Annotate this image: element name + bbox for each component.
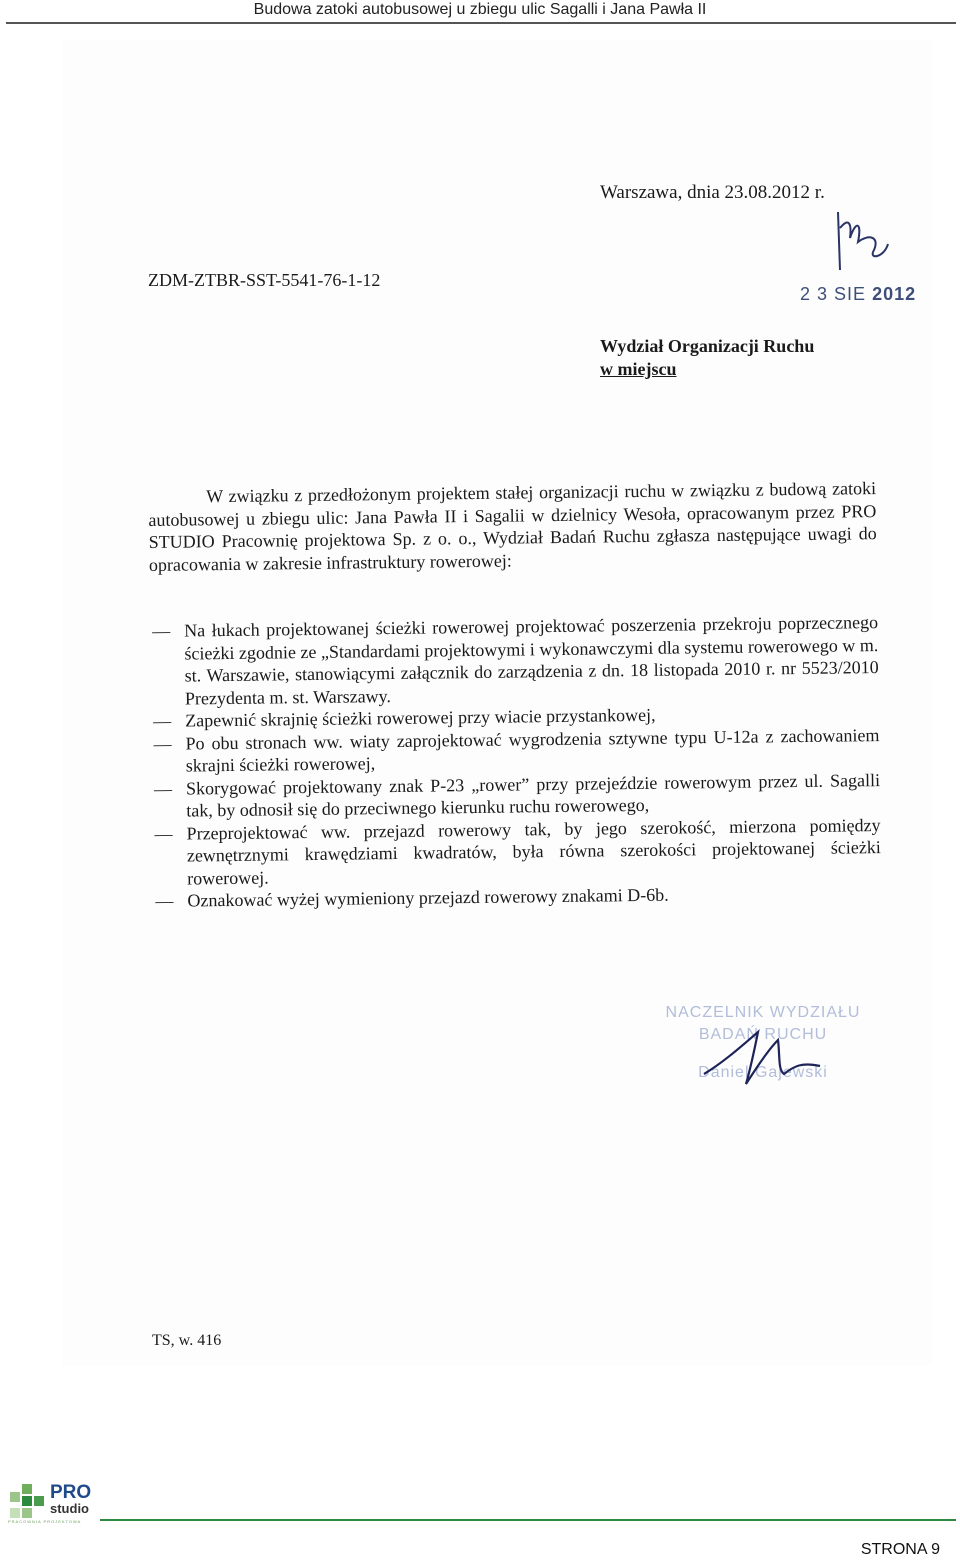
remark-item <box>150 814 881 890</box>
document-header-title: Budowa zatoki autobusowej u zbiegu ulic Sagalli i Jana Pawła II <box>253 1 707 18</box>
remark-dash: — <box>152 620 171 641</box>
footer-divider <box>100 1519 956 1521</box>
logo-pro-text: PRO <box>50 1482 92 1503</box>
recipient-block <box>600 335 814 381</box>
remark-text: Skorygować projektowany znak P-23 „rower” przy przejeździe rowerowym przez ul. Sagalli tak, by odnosił się do przeciwnego kierunku ruchu rowerowego, <box>185 769 881 821</box>
header-divider <box>6 22 956 24</box>
received-date-stamp <box>800 284 916 305</box>
remark-dash: — <box>153 733 172 754</box>
remark-text: Przeprojektować ww. przejazd rowerowy tak, by jego szerokość, mierzona pomiędzy zewnętrznymi krawędziami kwadratów, była równa szerokości projektowanej ścieżki rowerowej. <box>186 814 881 889</box>
remark-text: Na łukach projektowanej ścieżki rowerowej projektować poszerzenia przekroju poprzecznego ścieżki zgodnie ze „Standardami projektowymi i wykonawczymi dla systemu rowerowego w m. st. Warszawie, stanowiącymi załącznik do zarządzenia z dn. 18 listopada 2010 r. nr 5523/2010 Prezydenta m. st. Warszawy. <box>184 612 879 709</box>
letter-intro-paragraph: W związku z przedłożonym projektem stałej organizacji ruchu w związku z budową zatoki autobusowej u zbiegu ulic: Jana Pawła II i Sagalii w dzielnicy Wesoła, opracowanym przez PRO STUDIO Pracownię projektowa Sp. z o. o., Wydział Badań Ruchu zgłasza następujące uwagi do opracowania w zakresie infrastruktury rowerowej: <box>148 478 877 575</box>
document-footnote: TS, w. 416 <box>152 1332 222 1349</box>
recipient-name: Wydział Organizacji Ruchu <box>600 336 815 356</box>
remark-text: Po obu stronach ww. wiaty zaprojektować wygrodzenia sztywne typu U-12a z zachowaniem skrajni ścieżki rowerowej, <box>185 724 880 776</box>
logo-studio-text: studio <box>50 1501 89 1516</box>
remark-dash: — <box>154 823 173 844</box>
handwritten-initials <box>830 208 900 278</box>
logo-squares-icon <box>10 1484 46 1520</box>
page-number: STRONA 9 <box>860 1541 940 1558</box>
recipient-location: w miejscu <box>600 359 677 379</box>
remark-dash: — <box>153 778 173 799</box>
signature-stamp <box>658 1002 868 1092</box>
remarks-list <box>148 611 882 912</box>
signature-department: BADAŃ RUCHU <box>698 1026 828 1043</box>
handwritten-signature <box>694 1022 844 1092</box>
remark-dash: — <box>153 710 172 731</box>
letter-date: Warszawa, dnia 23.08.2012 r. <box>600 182 825 203</box>
letter-reference-number: ZDM-ZTBR-SST-5541-76-1-12 <box>148 270 381 290</box>
signature-title: NACZELNIK WYDZIAŁU <box>665 1004 861 1021</box>
remark-text: Oznakować wyżej wymieniony przejazd rowerowy znakami D-6b. <box>187 884 669 911</box>
remark-text: Zapewnić skrajnię ścieżki rowerowej przy wiacie przystankowej, <box>185 704 656 731</box>
received-stamp-day-month: 2 3 SIE <box>800 284 867 304</box>
scanned-letter <box>62 40 932 1365</box>
remark-item <box>148 611 879 710</box>
received-stamp-year: 2012 <box>872 284 917 304</box>
logo-tagline: PRACOWNIA PROJEKTOWA <box>8 1519 82 1524</box>
signature-name: Daniel Gajewski <box>698 1064 828 1081</box>
remark-dash: — <box>155 890 174 911</box>
pro-studio-logo <box>6 1480 98 1526</box>
